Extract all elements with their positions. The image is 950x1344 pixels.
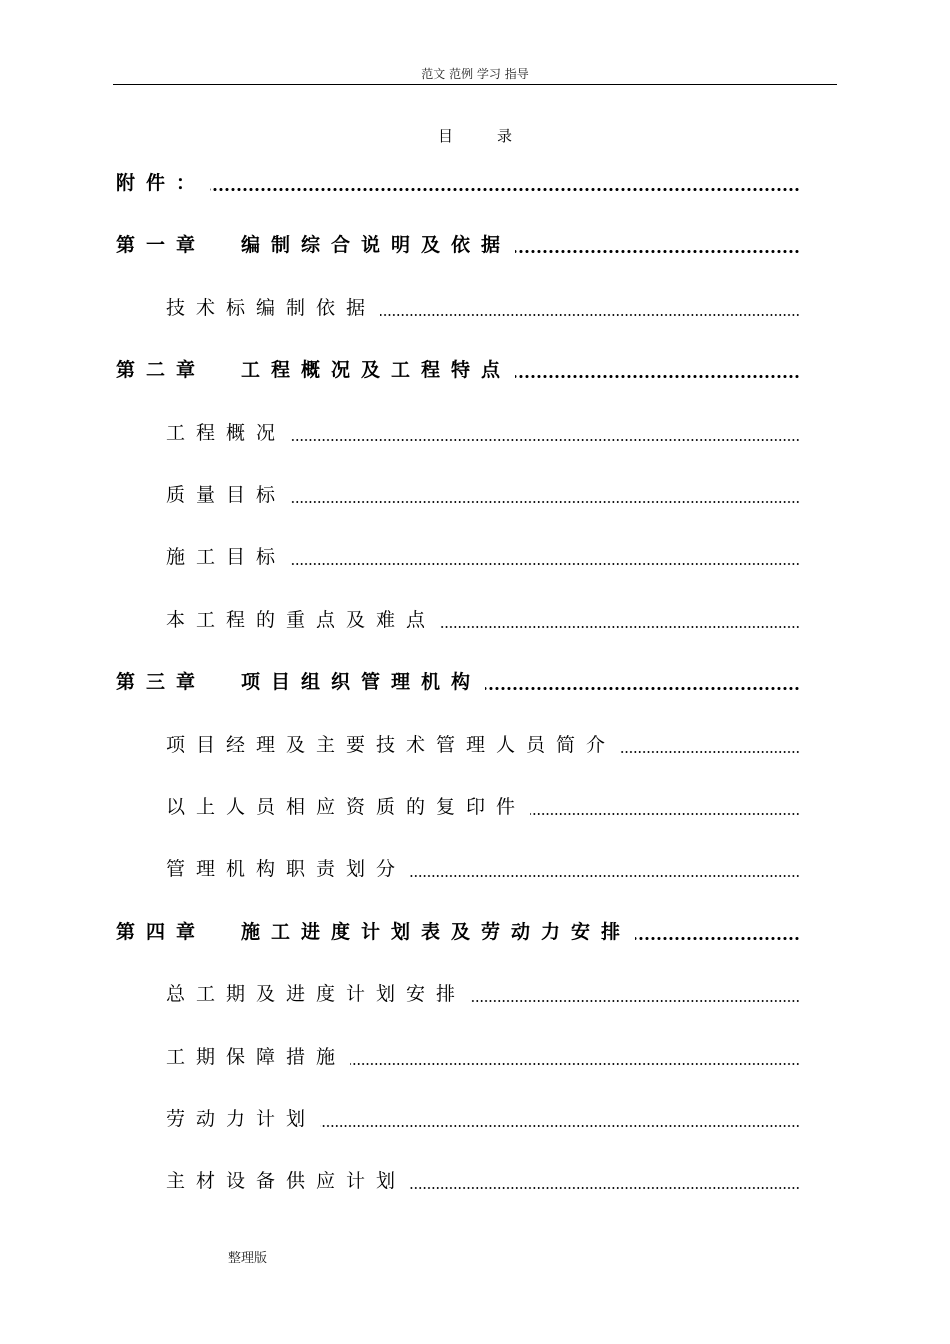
toc-dot-leader [320, 1106, 800, 1132]
toc-dot-leader [380, 295, 800, 321]
toc-chapter-number: 第三章 [116, 671, 207, 693]
toc-dot-leader [515, 232, 800, 258]
toc-entry-label: 质量目标 [166, 484, 287, 506]
toc-dot-leader [290, 420, 800, 446]
toc-dot-leader [210, 170, 800, 196]
toc-entry-chapter-4[interactable] [116, 919, 800, 945]
toc-chapter-number: 第四章 [116, 921, 207, 943]
toc-entry-section[interactable] [166, 1044, 800, 1070]
toc-dot-leader [290, 482, 800, 508]
toc-chapter-number: 第二章 [116, 359, 207, 381]
toc-entry-section[interactable] [166, 295, 800, 321]
toc-entry-label: 附件： [116, 172, 207, 194]
toc-dot-leader [290, 544, 800, 570]
toc-entry-label: 主材设备供应计划 [166, 1170, 407, 1192]
toc-dot-leader [530, 794, 800, 820]
toc-entry-section[interactable] [166, 544, 800, 570]
toc-dot-leader [635, 919, 800, 945]
toc-entry-chapter-1[interactable] [116, 232, 800, 258]
toc-entry-label: 工程概况 [166, 422, 287, 444]
page-footer: 整理版 [228, 1251, 268, 1266]
toc-entry-label: 项目组织管理机构 [241, 671, 482, 693]
toc-entry-section[interactable] [166, 981, 800, 1007]
toc-entry-section[interactable] [166, 732, 800, 758]
toc-entry-label: 工程概况及工程特点 [241, 359, 512, 381]
toc-dot-leader [350, 1044, 800, 1070]
toc-title: 目录 [437, 127, 556, 145]
toc-dot-leader [410, 856, 800, 882]
toc-entry-section[interactable] [166, 794, 800, 820]
toc-entry-label: 本工程的重点及难点 [166, 609, 437, 631]
toc-entry-section[interactable] [166, 856, 800, 882]
toc-dot-leader [620, 732, 800, 758]
toc-entry-section[interactable] [166, 420, 800, 446]
toc-entry-label: 劳动力计划 [166, 1108, 317, 1130]
toc-entry-section[interactable] [166, 1168, 800, 1194]
toc-entry-label: 总工期及进度计划安排 [166, 983, 467, 1005]
toc-chapter-number: 第一章 [116, 234, 207, 256]
toc-dot-leader [440, 607, 800, 633]
toc-entry-label: 编制综合说明及依据 [241, 234, 512, 256]
toc-dot-leader [515, 357, 800, 383]
toc-entry-label: 工期保障措施 [166, 1046, 347, 1068]
toc-dot-leader [485, 669, 800, 695]
toc-dot-leader [470, 981, 800, 1007]
toc-entry-section[interactable] [166, 1106, 800, 1132]
toc-entry-chapter-3[interactable] [116, 669, 800, 695]
page-header: 范文 范例 学习 指导 [113, 66, 837, 85]
toc-entry-attachments[interactable] [116, 170, 800, 196]
toc-entry-label: 技术标编制依据 [166, 297, 377, 319]
toc-entry-label: 施工进度计划表及劳动力安排 [241, 921, 632, 943]
toc-entry-chapter-2[interactable] [116, 357, 800, 383]
toc-entry-section[interactable] [166, 607, 800, 633]
toc-entry-label: 管理机构职责划分 [166, 858, 407, 880]
toc-entry-label: 施工目标 [166, 546, 287, 568]
toc-dot-leader [410, 1168, 800, 1194]
toc-entry-label: 以上人员相应资质的复印件 [166, 796, 527, 818]
toc-entry-label: 项目经理及主要技术管理人员简介 [166, 734, 617, 756]
toc-entry-section[interactable] [166, 482, 800, 508]
